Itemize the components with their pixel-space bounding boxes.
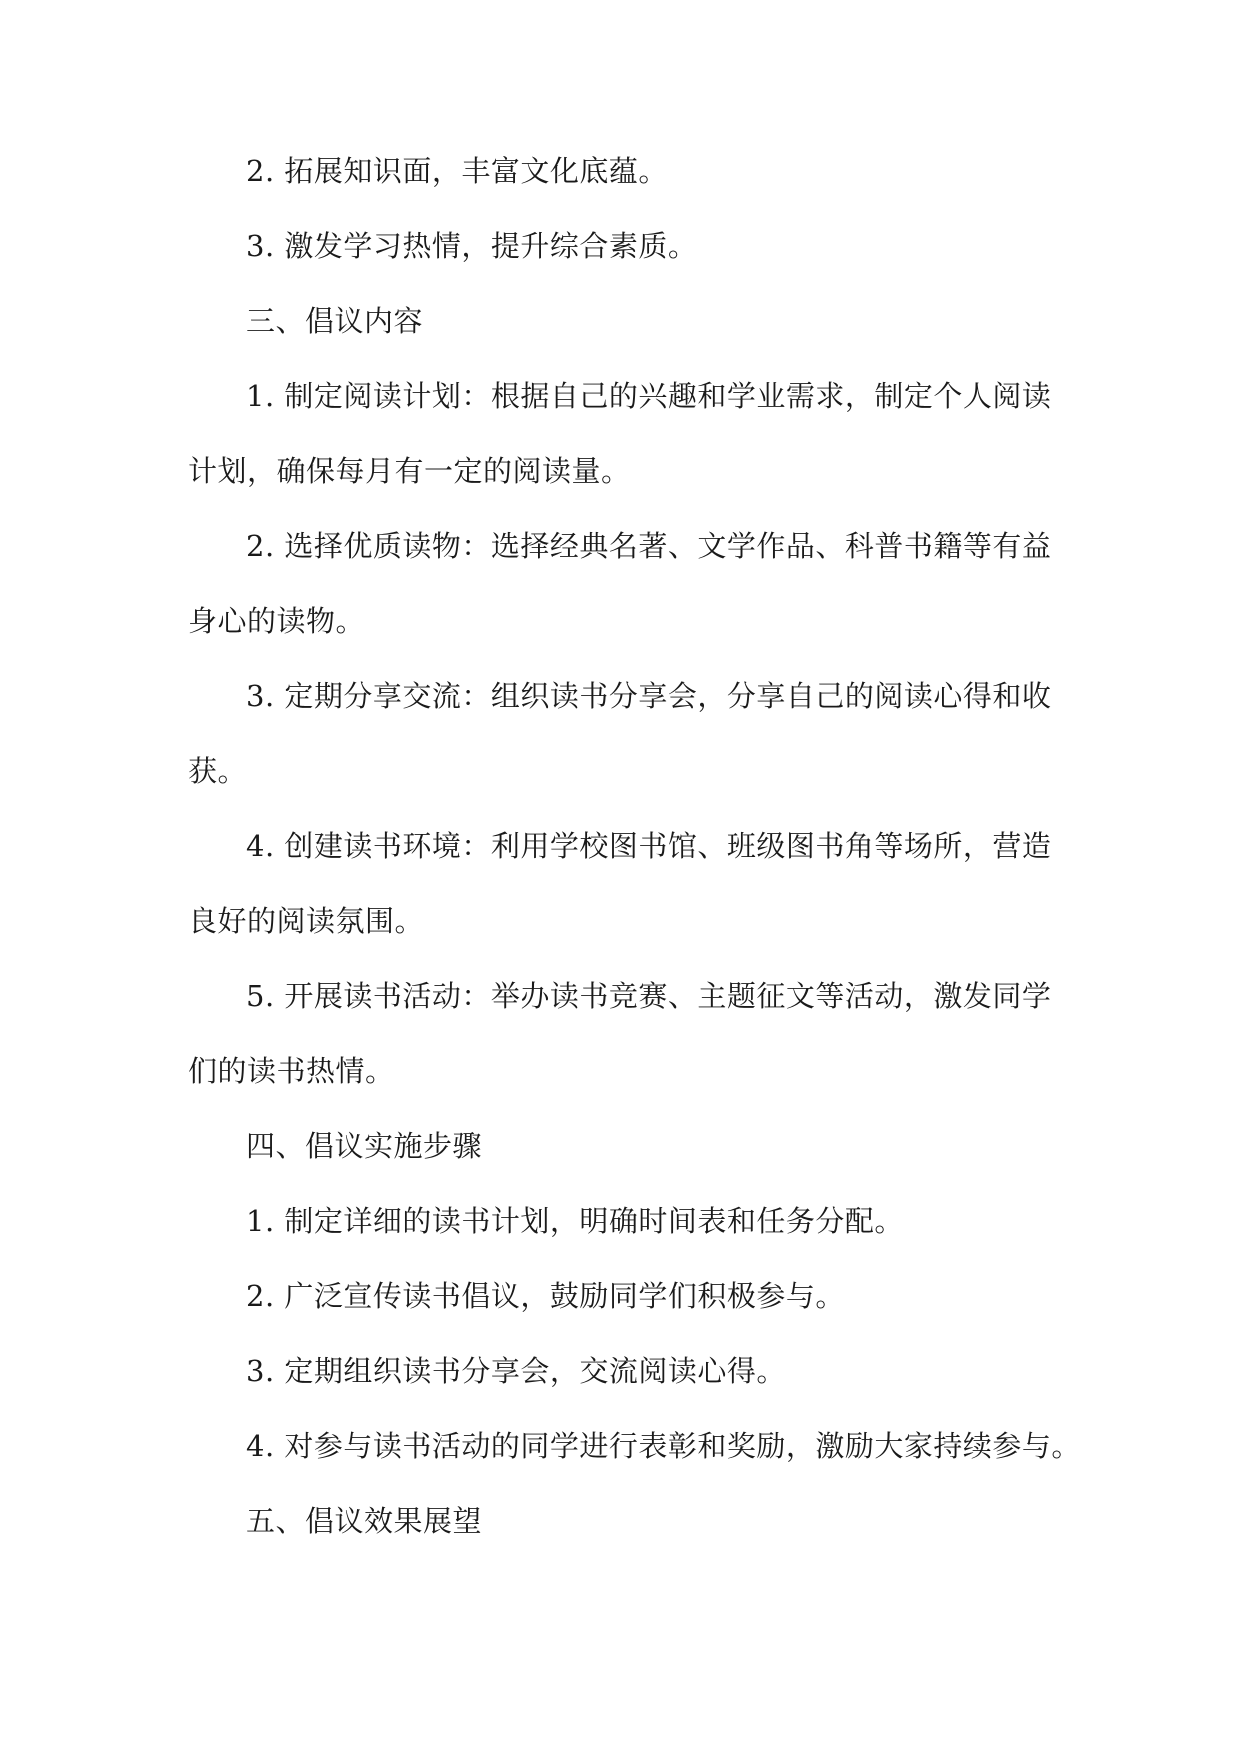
- section-heading-expected-effects: 五、倡议效果展望: [246, 1504, 483, 1538]
- proposal-item-4-line-1: 4. 创建读书环境：利用学校图书馆、班级图书角等场所，营造: [246, 829, 1052, 863]
- proposal-item-5-line-2: 们的读书热情。: [188, 1054, 395, 1088]
- step-item-2: 2. 广泛宣传读书倡议，鼓励同学们积极参与。: [246, 1279, 845, 1313]
- proposal-item-3-line-1: 3. 定期分享交流：组织读书分享会，分享自己的阅读心得和收: [246, 679, 1052, 713]
- section-heading-proposal-content: 三、倡议内容: [246, 304, 424, 338]
- proposal-item-3-line-2: 获。: [188, 754, 248, 788]
- proposal-item-2-line-1: 2. 选择优质读物：选择经典名著、文学作品、科普书籍等有益: [246, 529, 1052, 563]
- goal-item-3: 3. 激发学习热情，提升综合素质。: [246, 229, 698, 263]
- section-heading-implementation-steps: 四、倡议实施步骤: [246, 1129, 483, 1163]
- step-item-4: 4. 对参与读书活动的同学进行表彰和奖励，激励大家持续参与。: [246, 1429, 1081, 1463]
- proposal-item-1-line-2: 计划，确保每月有一定的阅读量。: [188, 454, 631, 488]
- proposal-item-1-line-1: 1. 制定阅读计划：根据自己的兴趣和学业需求，制定个人阅读: [246, 379, 1052, 413]
- goal-item-2: 2. 拓展知识面，丰富文化底蕴。: [246, 154, 668, 188]
- proposal-item-2-line-2: 身心的读物。: [188, 604, 366, 638]
- proposal-item-5-line-1: 5. 开展读书活动：举办读书竞赛、主题征文等活动，激发同学: [246, 979, 1052, 1013]
- step-item-1: 1. 制定详细的读书计划，明确时间表和任务分配。: [246, 1204, 904, 1238]
- step-item-3: 3. 定期组织读书分享会，交流阅读心得。: [246, 1354, 786, 1388]
- proposal-item-4-line-2: 良好的阅读氛围。: [188, 904, 425, 938]
